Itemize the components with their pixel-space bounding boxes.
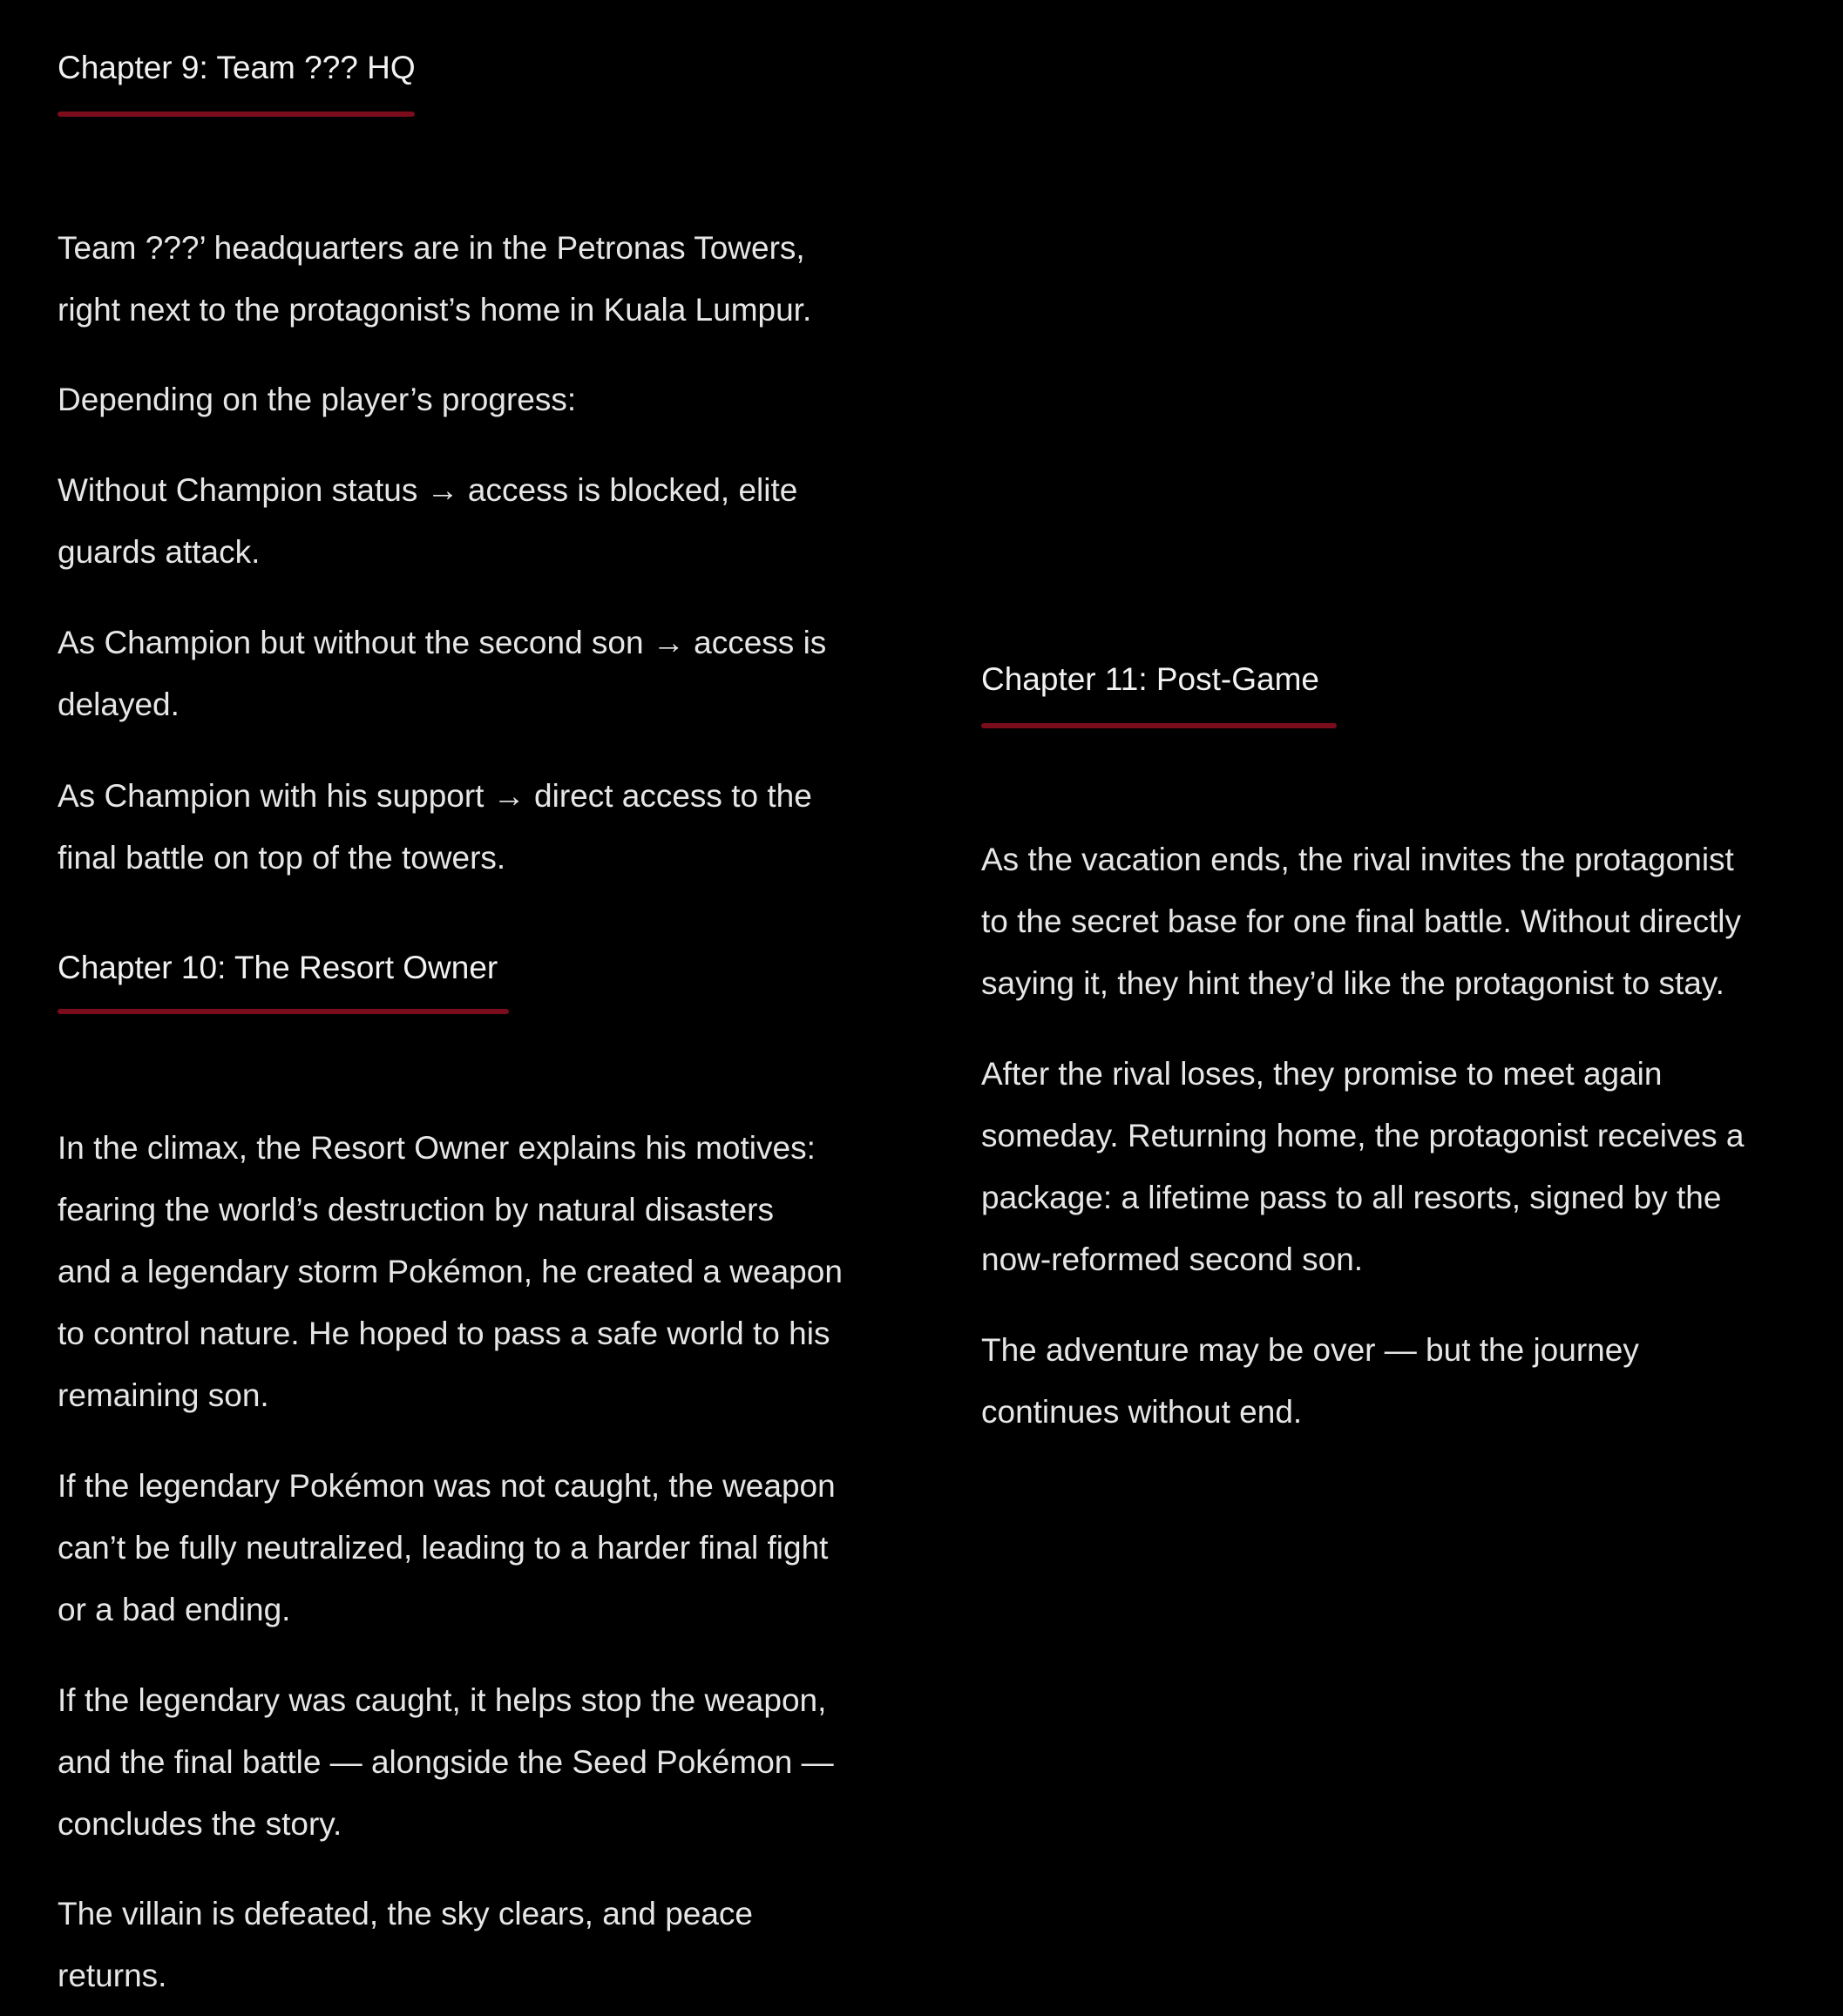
text-line: concludes the story. [58, 1806, 342, 1842]
chapter11-title-underline [981, 723, 1337, 728]
text-line: Depending on the player’s progress: [58, 382, 577, 417]
chapter10-paragraph-2 [58, 1455, 836, 1641]
text-line: As Champion with his support → direct access to the [58, 778, 812, 814]
text-line: In the climax, the Resort Owner explains his motives: [58, 1130, 816, 1166]
chapter10-paragraph-4 [58, 1883, 753, 2006]
text-line: now-reformed second son. [981, 1241, 1364, 1277]
text-line: someday. Returning home, the protagonist receives a [981, 1118, 1745, 1153]
text-line: or a bad ending. [58, 1592, 291, 1627]
chapter9-paragraph-4 [58, 612, 826, 735]
chapter9-title-underline [58, 112, 415, 117]
text-line: package: a lifetime pass to all resorts, signed by the [981, 1180, 1722, 1215]
text-line: If the legendary was caught, it helps stop the weapon, [58, 1682, 827, 1718]
chapter9-paragraph-5 [58, 765, 812, 889]
text-line: Without Champion status → access is blocked, elite [58, 472, 798, 508]
text-line: saying it, they hint they’d like the protagonist to stay. [981, 965, 1724, 1001]
chapter10-paragraph-1 [58, 1117, 843, 1426]
text-line: fearing the world’s destruction by natural disasters [58, 1192, 774, 1228]
text-line: The adventure may be over — but the journey [981, 1332, 1639, 1368]
text-line: and the final battle — alongside the Seed Pokémon — [58, 1744, 834, 1780]
text-line: to control nature. He hoped to pass a safe world to his [58, 1316, 830, 1351]
text-line: Team ???’ headquarters are in the Petronas Towers, [58, 230, 805, 266]
text-line: After the rival loses, they promise to meet again [981, 1056, 1663, 1092]
text-line: and a legendary storm Pokémon, he created a weapon [58, 1254, 843, 1289]
text-line: If the legendary Pokémon was not caught, the weapon [58, 1468, 836, 1504]
chapter9-paragraph-3 [58, 459, 797, 583]
chapter10-title: Chapter 10: The Resort Owner [58, 950, 498, 985]
chapter11-paragraph-3 [981, 1319, 1639, 1443]
text-line: As Champion but without the second son → access is [58, 625, 827, 660]
text-line: delayed. [58, 687, 180, 722]
text-line: can’t be fully neutralized, leading to a harder final fight [58, 1530, 829, 1566]
chapter11-title: Chapter 11: Post-Game [981, 661, 1319, 697]
text-line: As the vacation ends, the rival invites the protagonist [981, 842, 1734, 877]
text-line: The villain is defeated, the sky clears, and peace [58, 1896, 754, 1931]
chapter9-paragraph-1 [58, 217, 811, 341]
chapter9-title: Chapter 9: Team ??? HQ [58, 50, 416, 85]
chapter11-paragraph-1 [981, 829, 1741, 1014]
chapter11-paragraph-2 [981, 1043, 1744, 1290]
text-line: to the secret base for one final battle. Without directly [981, 903, 1742, 939]
text-line: continues without end. [981, 1394, 1303, 1430]
text-line: guards attack. [58, 534, 261, 570]
chapter10-title-underline [58, 1009, 509, 1014]
text-line: returns. [58, 1958, 167, 1993]
chapter10-paragraph-3 [58, 1669, 834, 1855]
text-line: remaining son. [58, 1377, 269, 1413]
text-line: final battle on top of the towers. [58, 840, 506, 876]
chapter9-paragraph-2 [58, 369, 576, 430]
text-line: right next to the protagonist’s home in Kuala Lumpur. [58, 292, 812, 328]
